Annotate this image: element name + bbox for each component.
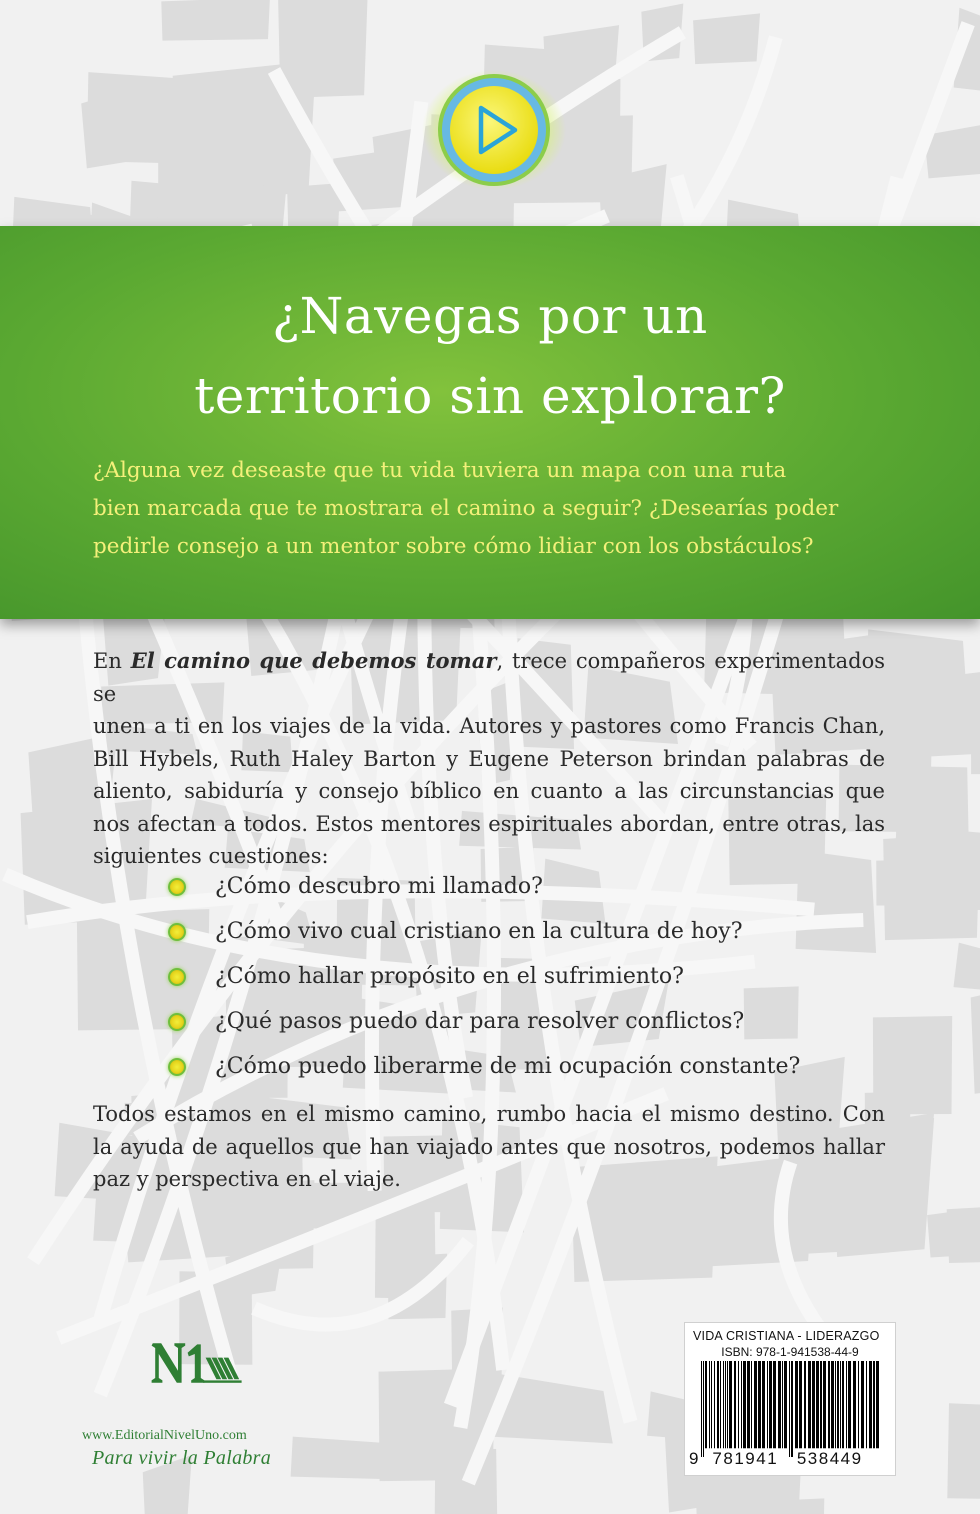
body-paragraph	[93, 645, 885, 873]
map-block	[953, 943, 980, 995]
body-line-rest: , trece compañeros experimentados se	[93, 649, 885, 706]
headline-line-1: ¿Navegas por un	[272, 287, 708, 345]
list-item	[168, 864, 868, 909]
barcode-bar	[701, 1361, 702, 1457]
map-block	[772, 1498, 825, 1514]
barcode-bar	[808, 1361, 811, 1448]
barcode-bar	[705, 1361, 707, 1448]
publisher-url[interactable]: www.EditorialNivelUno.com	[82, 1428, 247, 1443]
barcode-bar	[812, 1361, 815, 1448]
list-item	[168, 999, 868, 1044]
closing-line: Todos estamos en el mismo camino, rumbo hacia el mismo destino. Con	[93, 1102, 885, 1126]
map-block	[161, 0, 270, 41]
bullet-dot-icon	[168, 923, 186, 941]
barcode-bar	[747, 1361, 750, 1448]
barcode-bar	[729, 1361, 732, 1448]
barcode-bar	[831, 1361, 834, 1448]
barcode-bar	[720, 1361, 721, 1448]
book-category: VIDA CRISTIANA - LIDERAZGO	[693, 1329, 880, 1343]
barcode-box	[684, 1322, 896, 1476]
barcode-bar	[703, 1361, 704, 1457]
bullet-dot-icon	[168, 1013, 186, 1031]
closing-line: la ayuda de aquellos que han viajado antes que nosotros, podemos hallar	[93, 1134, 885, 1159]
barcode-bar	[727, 1361, 728, 1448]
barcode-bar	[738, 1361, 739, 1448]
barcode-bar	[789, 1361, 790, 1457]
bullet-dot-icon	[168, 968, 186, 986]
barcode-bar	[743, 1361, 746, 1448]
barcode-bar	[835, 1361, 836, 1448]
barcode-bar	[734, 1361, 736, 1448]
intro-paragraph	[93, 452, 893, 566]
list-item-text: ¿Cómo descubro mi llamado?	[215, 874, 543, 899]
barcode-bar	[773, 1361, 776, 1448]
barcode-bar	[866, 1361, 867, 1448]
barcode-right-digits: 538449	[796, 1449, 863, 1468]
bullet-dot-icon	[168, 878, 186, 896]
barcode-bar	[820, 1361, 822, 1448]
body-line: Bill Hybels, Ruth Haley Barton y Eugene Peterson brindan palabras de	[93, 746, 885, 771]
map-block	[278, 0, 368, 98]
barcode-bar	[711, 1361, 712, 1448]
intro-line: bien marcada que te mostrara el camino a seguir? ¿Desearías poder	[93, 496, 839, 521]
barcode-bar	[784, 1361, 787, 1448]
barcode-bar	[795, 1361, 798, 1448]
barcode-lead-digit: 9	[689, 1449, 700, 1468]
closing-paragraph	[93, 1098, 885, 1196]
barcode-bar	[876, 1361, 879, 1448]
intro-line: pedirle consejo a un mentor sobre cómo lidiar con los obstáculos?	[93, 534, 814, 559]
barcode-bar	[758, 1361, 761, 1448]
barcode-bar	[725, 1361, 726, 1448]
barcode-bar	[741, 1361, 742, 1448]
list-item	[168, 1044, 868, 1089]
barcode-bar	[840, 1361, 841, 1448]
barcode-bar	[804, 1361, 806, 1448]
barcode-bar	[861, 1361, 864, 1448]
barcode-bar	[853, 1361, 856, 1448]
publisher-tagline: Para vivir la Palabra	[92, 1447, 272, 1469]
barcode-bar	[782, 1361, 783, 1448]
list-item-text: ¿Cómo puedo liberarme de mi ocupación constante?	[215, 1054, 801, 1079]
barcode-bar	[751, 1361, 752, 1448]
barcode-bars	[699, 1361, 883, 1457]
map-block	[971, 984, 980, 1093]
map-block	[693, 13, 760, 64]
barcode-bar	[762, 1361, 765, 1448]
bullet-dot-icon	[168, 1058, 186, 1076]
question-list	[168, 864, 868, 1089]
book-title: El camino que debemos tomar	[130, 648, 497, 673]
body-line: siguientes cuestiones:	[93, 844, 329, 868]
barcode-bar	[846, 1361, 847, 1448]
barcode-bar	[723, 1361, 724, 1448]
map-block	[883, 833, 980, 940]
barcode-bar	[869, 1361, 872, 1448]
map-block	[947, 1201, 980, 1263]
barcode-bar	[848, 1361, 851, 1448]
barcode-bar	[799, 1361, 802, 1448]
play-icon[interactable]	[419, 68, 569, 192]
list-item	[168, 909, 868, 954]
barcode-bar	[791, 1361, 793, 1457]
barcode-bar	[717, 1361, 719, 1448]
body-prefix: En	[93, 649, 131, 673]
barcode-bar	[837, 1361, 839, 1448]
barcode-bar	[842, 1361, 844, 1448]
list-item-text: ¿Cómo vivo cual cristiano en la cultura de hoy?	[215, 919, 743, 944]
closing-line: paz y perspectiva en el viaje.	[93, 1167, 401, 1191]
map-block	[947, 1403, 980, 1500]
list-item-text: ¿Qué pasos puedo dar para resolver conflictos?	[215, 1009, 745, 1034]
barcode-bar	[767, 1361, 768, 1448]
barcode-bar	[714, 1361, 715, 1448]
body-line	[93, 645, 885, 710]
barcode-bar	[754, 1361, 757, 1448]
headline-line-2: territorio sin explorar?	[194, 367, 786, 425]
headline	[0, 276, 980, 436]
body-line: nos afectan a todos. Estos mentores espirituales abordan, entre otras, las	[93, 811, 885, 836]
list-item-text: ¿Cómo hallar propósito en el sufrimiento?	[215, 964, 684, 989]
publisher-logo	[82, 1330, 322, 1420]
barcode-bar	[816, 1361, 819, 1448]
body-line: unen a ti en los viajes de la vida. Autores y pastores como Francis Chan,	[93, 714, 885, 738]
list-item	[168, 954, 868, 999]
barcode-bar	[858, 1361, 859, 1448]
barcode-left-digits: 781941	[712, 1449, 779, 1468]
barcode-bar	[709, 1361, 710, 1448]
body-line: aliento, sabiduría y consejo bíblico en cuanto a las circunstancias que	[93, 779, 885, 803]
barcode-bar	[873, 1361, 875, 1448]
barcode-bar	[823, 1361, 826, 1448]
barcode-bar	[769, 1361, 772, 1448]
isbn-text: ISBN: 978-1-941538-44-9	[721, 1345, 859, 1359]
barcode-digits	[689, 1449, 893, 1469]
barcode-bar	[828, 1361, 830, 1448]
barcode-bar	[778, 1361, 781, 1448]
intro-line: ¿Alguna vez deseaste que tu vida tuviera un mapa con una ruta	[93, 458, 787, 483]
